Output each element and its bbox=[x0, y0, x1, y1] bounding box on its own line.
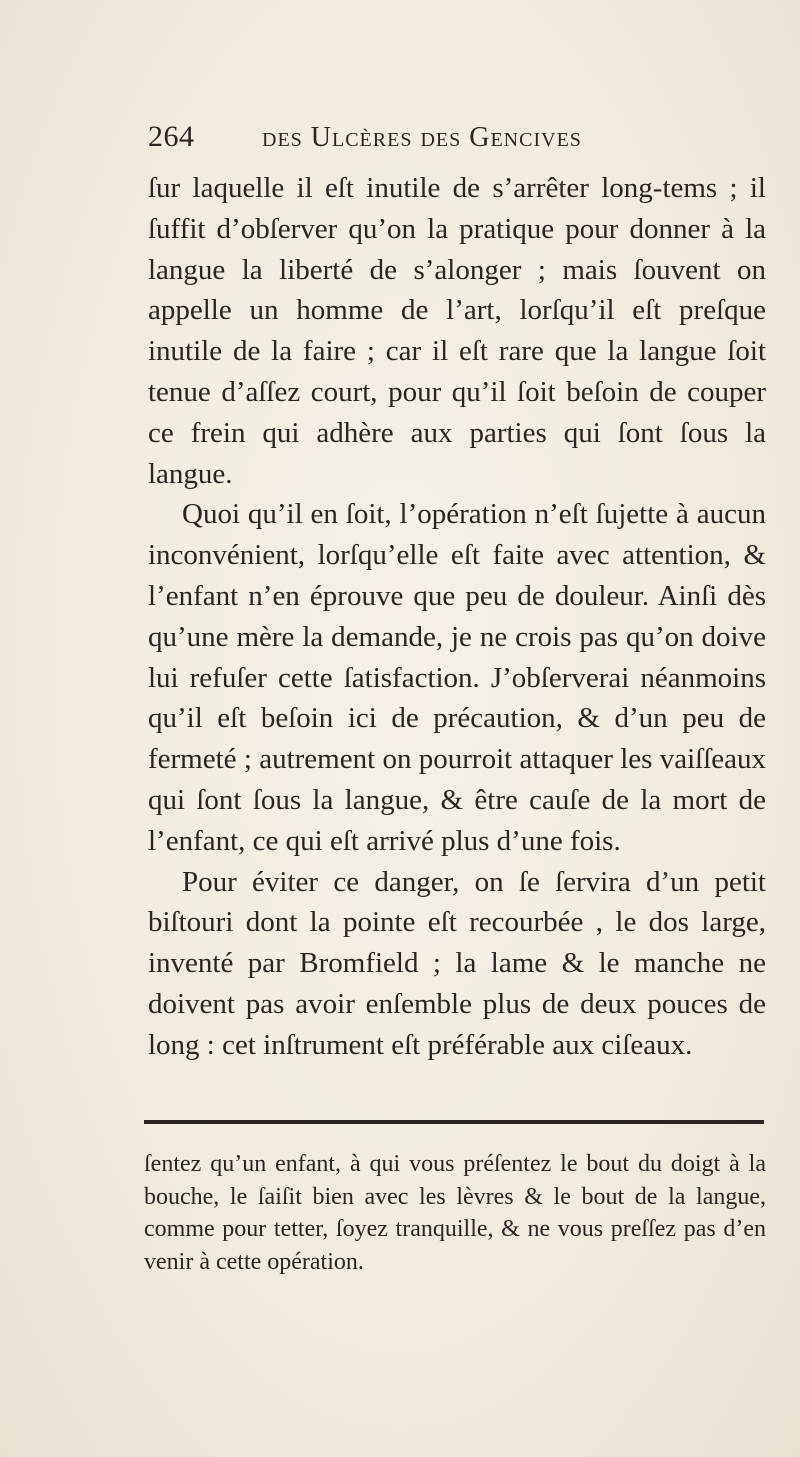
paragraph: ſur laquelle il eſt inutile de s’arrêter long-tems ; il ſuffit d’obſerver qu’on la pratique pour donner à la langue la liberté de s’alonger ; mais ſouvent on appelle un homme de l’art, lorſqu’il eſt preſque inutile de la faire ; car il eſt rare que la langue ſoit tenue d’aſſez court, pour qu’il ſoit beſoin de couper ce frein qui adhère aux parties qui ſont ſous la langue. bbox=[148, 172, 766, 490]
paragraph: Pour éviter ce danger, on ſe ſervira d’un petit biſtouri dont la pointe eſt recourbée , le dos large, inventé par Bromfield ; la lame & le manche ne doivent pas avoir enſemble plus de deux pouces de long : cet inſtrument eſt préférable aux ciſeaux. bbox=[148, 865, 766, 1061]
page-number: 264 bbox=[148, 120, 195, 153]
page-header bbox=[148, 120, 688, 160]
running-head: des Ulcères des Gencives bbox=[262, 122, 582, 153]
paragraph: Quoi qu’il en ſoit, l’opération n’eſt ſujette à aucun inconvénient, lorſqu’elle eſt faite avec attention, & l’enfant n’en éprouve que peu de douleur. Ainſi dès qu’une mère la demande, je ne crois pas qu’on doive lui refuſer cette ſatisfaction. J’obſerverai néanmoins qu’il eſt beſoin ici de précaution, & d’un peu de fermeté ; autrement on pourroit attaquer les vaiſſeaux qui ſont ſous la langue, & être cauſe de la mort de l’enfant, ce qui eſt arrivé plus d’une fois. bbox=[148, 498, 766, 857]
footnote bbox=[144, 1148, 766, 1278]
footnote-text: ſentez qu’un enfant, à qui vous préſentez le bout du doigt à la bouche, le ſaiſit bien avec les lèvres & le bout de la langue, comme pour tetter, ſoyez tranquille, & ne vous preſſez pas d’en venir à cette opération. bbox=[144, 1151, 766, 1275]
footnote-divider bbox=[144, 1120, 764, 1124]
main-text bbox=[148, 168, 766, 1066]
